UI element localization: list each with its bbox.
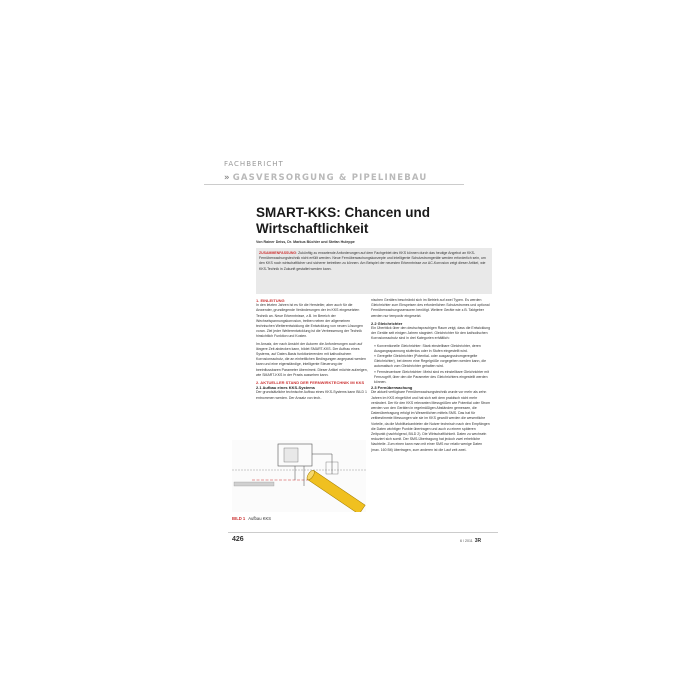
summary-box: ZUSAMMENFASSUNG: Zukünftig zu erwartende Anforderungen auf dem Fachgebiet des KKS können durch das heutige Angebot an KKS-Fernüberwachungstechnik nicht erfüllt werden. Neue Fernüberwachungskonzepte und intelligente Schutzstromgeräte werden erforderlich sein, um den KKS noch wirtschaftlicher und sicherer betreiben zu können. Am Beispiel der neuesten Erkenntnisse zur AC-Korrosion zeigt dieser Artikel, wie KKS-Technik in Zukunft gestaltet werden kann. <box>256 248 492 294</box>
header-divider <box>204 184 464 185</box>
rectifier-unit <box>284 448 298 462</box>
anode-bed <box>234 482 274 486</box>
list-item: » Fernsteuerbare Gleichrichter: Meist sind es einstellbare Gleichrichter mit Fernzugriff, über den die Parameter des Gleichrichters eingestellt werden können. <box>374 369 489 385</box>
figure-caption-text: Aufbau KKS <box>248 516 272 521</box>
list-item: » Geregelte Gleichrichter (Potential- oder ausgangsstromgeregelte Gleichrichter), bei denen eine Regelgröße vorgegeben werden kann, die automatisch vom Gleichrichter gehalten wird. <box>374 354 487 369</box>
figure-label: BILD 1 <box>232 516 246 521</box>
issue-label: 6 / 2011 <box>460 539 473 543</box>
journal-label: 3R <box>474 538 482 544</box>
right-column <box>371 298 491 455</box>
pipeline <box>306 469 366 512</box>
list-item: » Konventionelle Gleichrichter: Stark einstellbare Gleichrichter, deren Ausgangsspannung stufenlos oder in Stufen eingestellt wird. <box>374 343 481 353</box>
footer-divider <box>228 532 498 533</box>
page-header <box>224 160 464 183</box>
category-label: FACHBERICHT <box>224 160 284 168</box>
paragraph: Im Ansatz, der nach Ansicht der Autoren die Anforderungen auch auf längere Zeit abdecken kann, bildet SMART-KKS. Der Aufbau eines Systems, auf Daten-Basis funktionierenden mit kathodischem Korrosionsschutz, die an einheitlichen Bedingungen angepasst werden kann und eine eigenständige, intelligente Steuerung der beeinflussbaren Parameter übernimmt. Dieser Artikel möchte aufzeigen, wie SMART-KKS in der Praxis aussehen kann. <box>256 341 368 377</box>
summary-text: Zukünftig zu erwartende Anforderungen auf dem Fachgebiet des KKS können durch das heutige Angebot an KKS-Fernüberwachungstechnik nicht erfüllt werden. Neue Fernüberwachungskonzepte und intelligente Schutzstromgeräte werden erforderlich sein, um den KKS noch wirtschaftlicher und sicherer betreiben zu können. Am Beispiel der neuesten Erkenntnisse zur AC-Korrosion zeigt dieser Artikel, wie KKS-Technik in Zukunft gestaltet werden kann. <box>259 251 486 271</box>
page-number-right <box>460 538 481 544</box>
left-column <box>256 298 368 403</box>
heading-current-state: 2. AKTUELLER STAND DER FERNWIRKTECHNIK IM KKS <box>256 380 365 386</box>
subheading-system-setup: 2.1 Aufbau eines KKS-Systems <box>256 385 315 391</box>
summary-lead: ZUSAMMENFASSUNG <box>259 251 297 255</box>
subheading-remote-monitoring: 2.3 Fernüberwachung <box>371 385 413 391</box>
paragraph: Der grundsätzliche technische Aufbau eines KKS-Systems kann BILD 1 entnommen werden. Der Ansatz von tech- <box>256 390 367 400</box>
paragraph: In den letzten Jahren ist es für die Hersteller, aber auch für die Anwender, grundlegende Veränderungen der im KKS eingesetzten Technik an. Neue Erkenntnisse, z.B. im Bereich der Wechselspannungskorrosion, treiben neben der allgemeinen technischen Weiterentwicklung die Entwicklung von neuen Lösungen voran. Ziel jeder Weiterentwicklung ist die Verbesserung der Technik hinsichtlich Funktion und Kosten. <box>256 303 363 339</box>
article-authors: Von Rainer Deiss, Dr. Markus Büchler und Stefan Huleppe <box>256 240 355 244</box>
paragraph: nischen Geräten beschränkt sich im Betrieb auf zwei Typen. Es werden Gleichrichter zum Einspeisen des erforderlichen Schutzstromes und optional Fernüberwachungssensoren benötigt. Weitere Geräte wie z.B. Taktgeber werden nur temporär eingesetzt. <box>371 298 490 318</box>
page-number-left: 426 <box>232 536 244 543</box>
heading-introduction: 1. EINLEITUNG <box>256 298 285 303</box>
subheading-rectifier: 2.2 Gleichrichter <box>371 320 403 326</box>
kks-diagram <box>232 440 366 512</box>
section-arrow-icon: » <box>224 173 231 183</box>
article-title: SMART-KKS: Chancen und Wirtschaftlichkeit <box>256 205 430 236</box>
paragraph: Die aktuell verfügbare Fernüberwachungstechnik wurde vor mehr als zehn Jahren im KKS eingeführt und hat sich seit dem praktisch nicht mehr verändert. Der für den KKS relevanten Messgrößen wie Potential oder Strom werden von den Geräten in regelmäßigen Abständen gemessen, die Datenübertragung erfolgt im Wesentlichen mittels SMS. Das hat für zeitbestimmte Messungen wie sie im KKS gewollt werden die wesentliche Vorteile, da die Mobilfunkanbieter die Nutzer technisch nach den Empfängen die Daten wichtiger Punkte übertragen und auch zu einem späteren Zeitpunkt (nachfolgend, BILD 2). Die Wirtschaftlichkeit. Daten zu wechseln reduziert sich somit. Der SMS-Übertragung hat jedoch zwei erhebliche Nachteile. Zum einen kann man mit einer SMS nur relativ wenige Daten (max. 160 Bit) übertragen, zum anderen ist die Lauf zeit zwei- <box>371 390 491 452</box>
figure-kks-setup <box>232 440 366 512</box>
section-label <box>224 173 428 183</box>
section-title: GASVERSORGUNG & PIPELINEBAU <box>232 173 428 183</box>
figure-caption <box>232 516 271 521</box>
paragraph: Ein Überblick über den deutschsprachigen Raum zeigt, dass die Entwicklung der Geräte seit einigen Jahren stagniert. Gleichrichter für den kathodischen Korrosionsschutz sind in drei Kategorien erhältlich: <box>371 326 491 341</box>
